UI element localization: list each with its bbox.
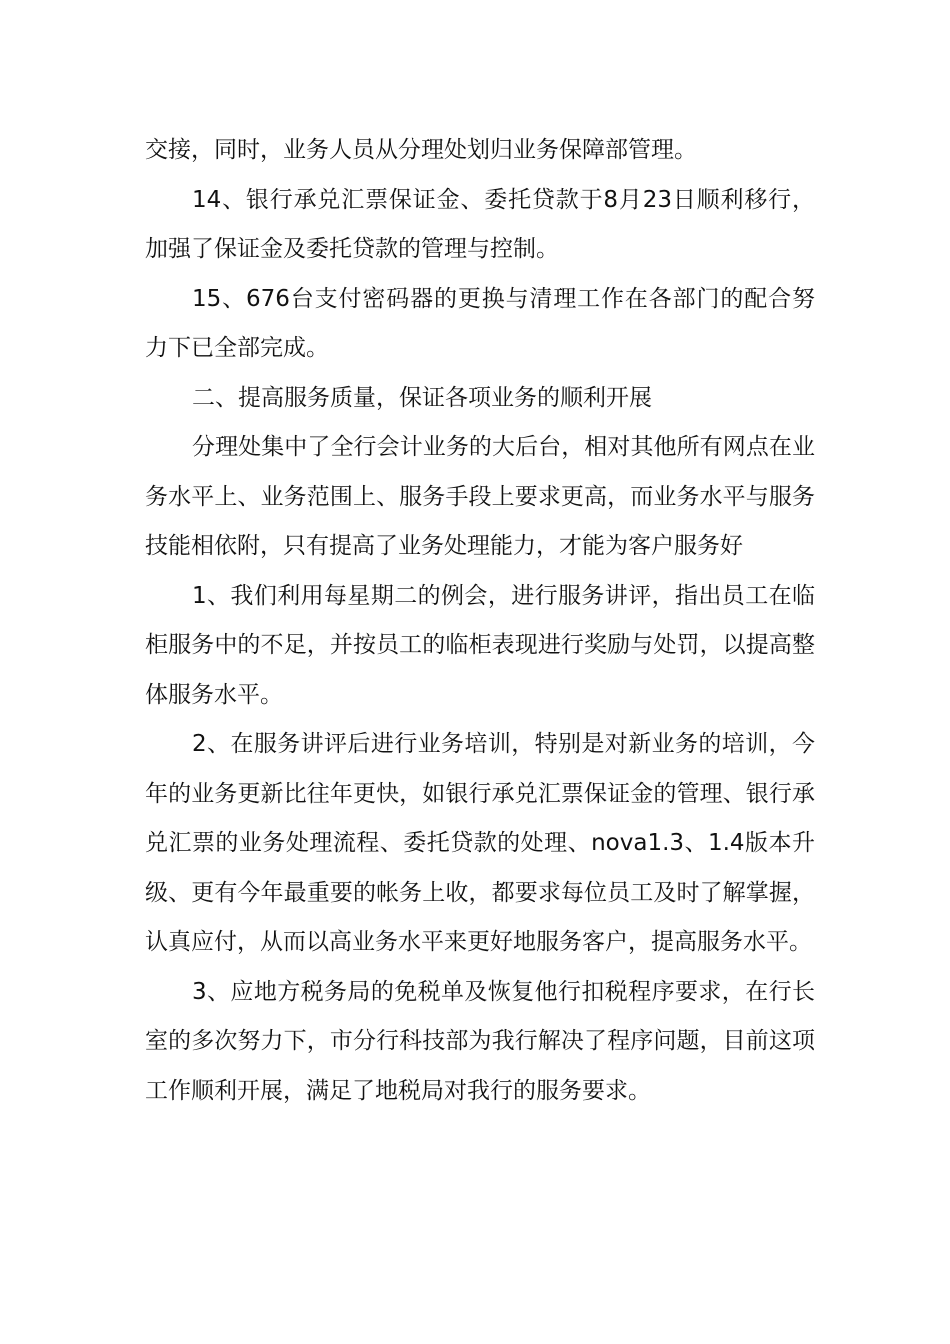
paragraph-item-14: 14、银行承兑汇票保证金、委托贷款于8月23日顺利移行，加强了保证金及委托贷款的管理与控制。 — [145, 186, 815, 262]
paragraph-continuation: 交接，同时，业务人员从分理处划归业务保障部管理。 — [145, 137, 697, 163]
paragraph-section-intro: 分理处集中了全行会计业务的大后台，相对其他所有网点在业务水平上、业务范围上、服务手段上要求更高，而业务水平与服务技能相依附，只有提高了业务处理能力，才能为客户服务好 — [145, 434, 815, 559]
paragraph-item-3: 3、应地方税务局的免税单及恢复他行扣税程序要求，在行长室的多次努力下，市分行科技部为我行解决了程序问题，目前这项工作顺利开展，满足了地税局对我行的服务要求。 — [145, 978, 815, 1104]
document-body — [145, 126, 815, 1116]
paragraph-item-2: 2、在服务讲评后进行业务培训，特别是对新业务的培训，今年的业务更新比往年更快，如银行承兑汇票保证金的管理、银行承兑汇票的业务处理流程、委托贷款的处理、nova1.3、1.4版本升级、更有今年最重要的帐务上收，都要求每位员工及时了解掌握，认真应付，从而以高业务水平来更好地服务客户，提高服务水平。 — [145, 731, 815, 955]
paragraph-item-1: 1、我们利用每星期二的例会，进行服务讲评，指出员工在临柜服务中的不足，并按员工的临柜表现进行奖励与处罚，以提高整体服务水平。 — [145, 582, 815, 708]
section-heading-2: 二、提高服务质量，保证各项业务的顺利开展 — [192, 384, 652, 411]
paragraph-item-15: 15、676台支付密码器的更换与清理工作在各部门的配合努力下已全部完成。 — [145, 285, 815, 361]
